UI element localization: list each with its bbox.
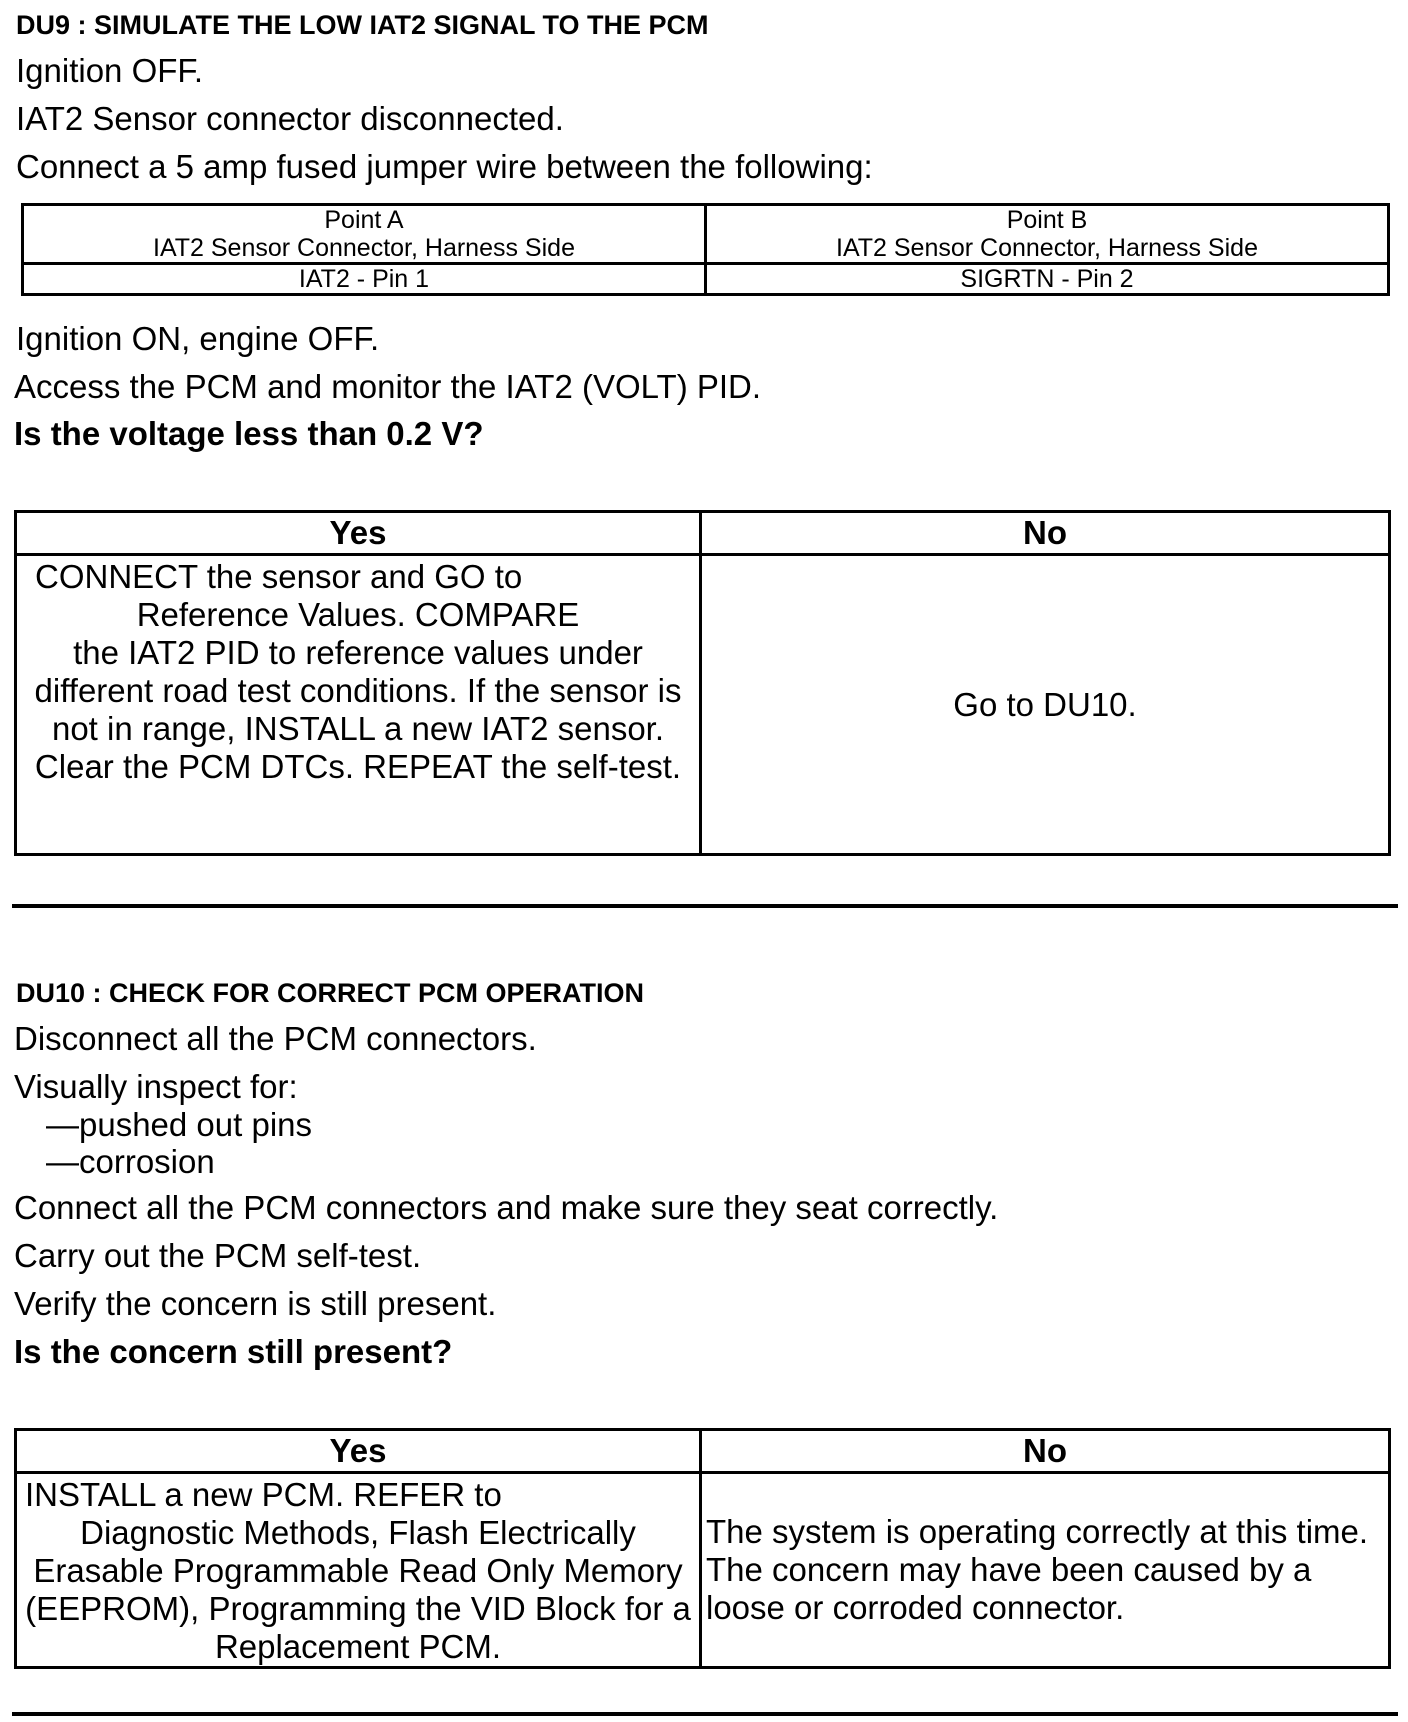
- du10-step-3: Connect all the PCM connectors and make sure they seat correctly.: [14, 1189, 999, 1226]
- du10-no-line: The system is operating correctly at this time.: [706, 1513, 1369, 1550]
- du10-answer-table: [14, 1428, 1391, 1669]
- du10-inspect-item: —corrosion: [46, 1143, 215, 1180]
- du10-yes-header: Yes: [16, 1430, 701, 1473]
- du10-no-line: loose or corroded connector.: [706, 1589, 1125, 1626]
- du9-yes-cell: [16, 555, 701, 855]
- jumper-col-b-sub: IAT2 Sensor Connector, Harness Side: [836, 234, 1258, 262]
- du9-yes-line: Clear the PCM DTCs. REPEAT the self-test.: [34, 748, 682, 785]
- jumper-table: [21, 203, 1390, 296]
- du10-step-2: Visually inspect for:: [14, 1068, 298, 1105]
- du9-yes-line: CONNECT the sensor and GO to: [35, 558, 523, 595]
- du9-yes-line: the IAT2 PID to reference values under: [73, 634, 643, 671]
- du10-yes-line: (EEPROM), Programming the VID Block for a: [25, 1590, 691, 1627]
- du9-no-cell: Go to DU10.: [701, 555, 1390, 855]
- du10-inspect-item: —pushed out pins: [46, 1106, 313, 1143]
- du9-yes-line: not in range, INSTALL a new IAT2 sensor.: [51, 710, 665, 747]
- jumper-col-a-header: [23, 205, 706, 264]
- du9-no-header: No: [701, 512, 1390, 555]
- du9-answer-table: [14, 510, 1391, 856]
- du10-no-header: No: [701, 1430, 1390, 1473]
- du10-step-1: Disconnect all the PCM connectors.: [14, 1020, 537, 1057]
- du9-heading: DU9 : SIMULATE THE LOW IAT2 SIGNAL TO THE PCM: [16, 10, 709, 40]
- du10-step-4: Carry out the PCM self-test.: [14, 1237, 422, 1274]
- du9-step-2: IAT2 Sensor connector disconnected.: [16, 100, 564, 137]
- du9-yes-line: different road test conditions. If the sensor is: [34, 672, 682, 709]
- du10-yes-line: Diagnostic Methods, Flash Electrically: [80, 1514, 636, 1551]
- du10-question: Is the concern still present?: [14, 1333, 453, 1370]
- section-divider: [12, 904, 1398, 908]
- du10-yes-line: INSTALL a new PCM. REFER to: [25, 1476, 502, 1513]
- du9-question: Is the voltage less than 0.2 V?: [14, 415, 484, 452]
- jumper-col-a-title: Point A: [324, 206, 404, 234]
- du9-step-5: Access the PCM and monitor the IAT2 (VOLT) PID.: [14, 368, 762, 405]
- jumper-row-b: SIGRTN - Pin 2: [706, 264, 1389, 295]
- du10-heading: DU10 : CHECK FOR CORRECT PCM OPERATION: [16, 978, 645, 1008]
- jumper-row-a: IAT2 - Pin 1: [23, 264, 706, 295]
- du10-yes-cell: [16, 1473, 701, 1668]
- du10-no-line: The concern may have been caused by a: [706, 1551, 1312, 1588]
- du10-yes-line: Erasable Programmable Read Only Memory: [33, 1552, 683, 1589]
- jumper-col-b-title: Point B: [1006, 206, 1088, 234]
- du9-step-3: Connect a 5 amp fused jumper wire between the following:: [16, 148, 873, 185]
- du9-yes-line: Reference Values. COMPARE: [136, 596, 580, 633]
- du9-yes-header: Yes: [16, 512, 701, 555]
- du9-step-4: Ignition ON, engine OFF.: [16, 320, 380, 357]
- du10-no-cell: [701, 1473, 1390, 1668]
- jumper-col-b-header: [706, 205, 1389, 264]
- du10-step-5: Verify the concern is still present.: [14, 1285, 497, 1322]
- section-divider: [12, 1712, 1398, 1716]
- du9-step-1: Ignition OFF.: [16, 52, 204, 89]
- du10-yes-line: Replacement PCM.: [214, 1628, 502, 1665]
- jumper-col-a-sub: IAT2 Sensor Connector, Harness Side: [153, 234, 575, 262]
